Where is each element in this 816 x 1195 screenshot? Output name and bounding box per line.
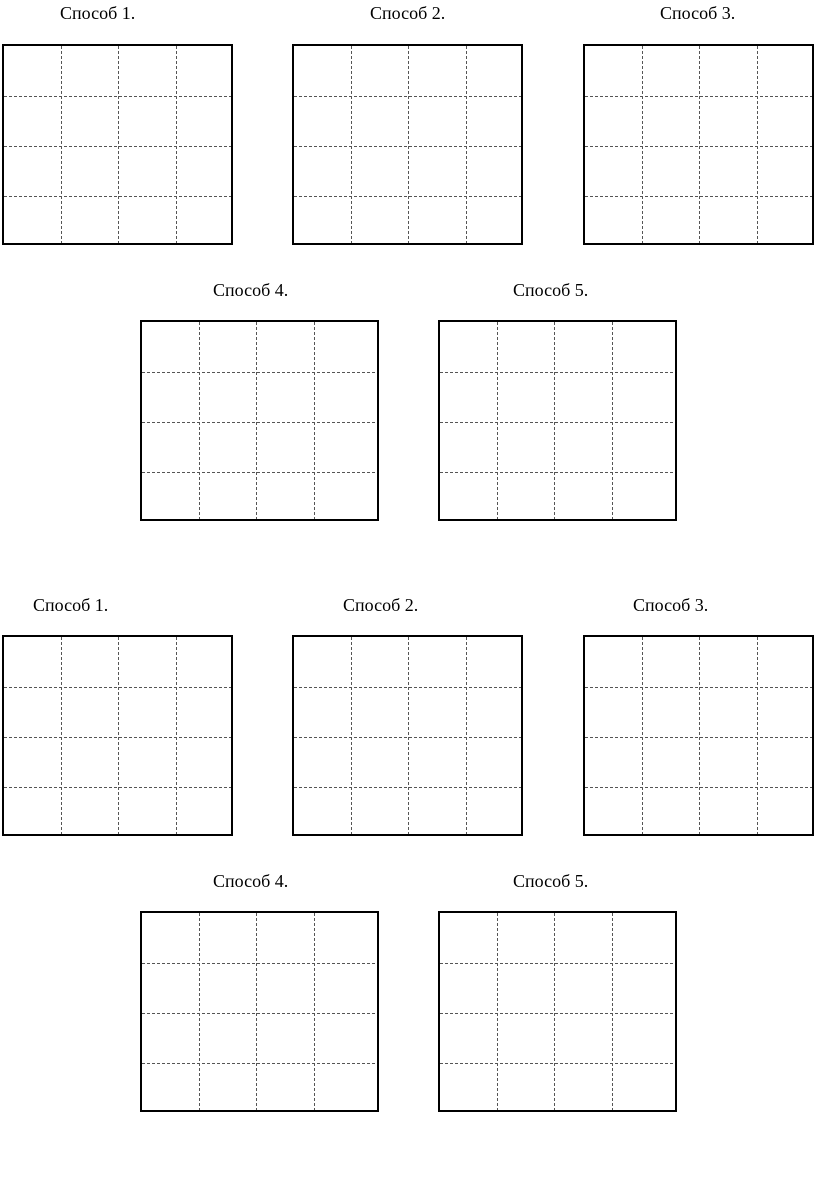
method-4-grid: [140, 911, 379, 1112]
method-4-grid: [140, 320, 379, 521]
method-1-label: Способ 1.: [60, 3, 136, 23]
method-5-label: Способ 5.: [513, 280, 589, 300]
method-2-grid: [292, 635, 523, 836]
method-1-label: Способ 1.: [33, 595, 109, 615]
method-1-grid: [2, 635, 233, 836]
method-2-label: Способ 2.: [343, 595, 419, 615]
method-3-grid: [583, 44, 814, 245]
method-2-grid: [292, 44, 523, 245]
method-5-label: Способ 5.: [513, 871, 589, 891]
method-3-label: Способ 3.: [633, 595, 709, 615]
method-2-label: Способ 2.: [370, 3, 446, 23]
method-4-label: Способ 4.: [213, 871, 289, 891]
method-5-grid: [438, 911, 677, 1112]
method-3-grid: [583, 635, 814, 836]
method-3-label: Способ 3.: [660, 3, 736, 23]
method-4-label: Способ 4.: [213, 280, 289, 300]
method-5-grid: [438, 320, 677, 521]
method-1-grid: [2, 44, 233, 245]
